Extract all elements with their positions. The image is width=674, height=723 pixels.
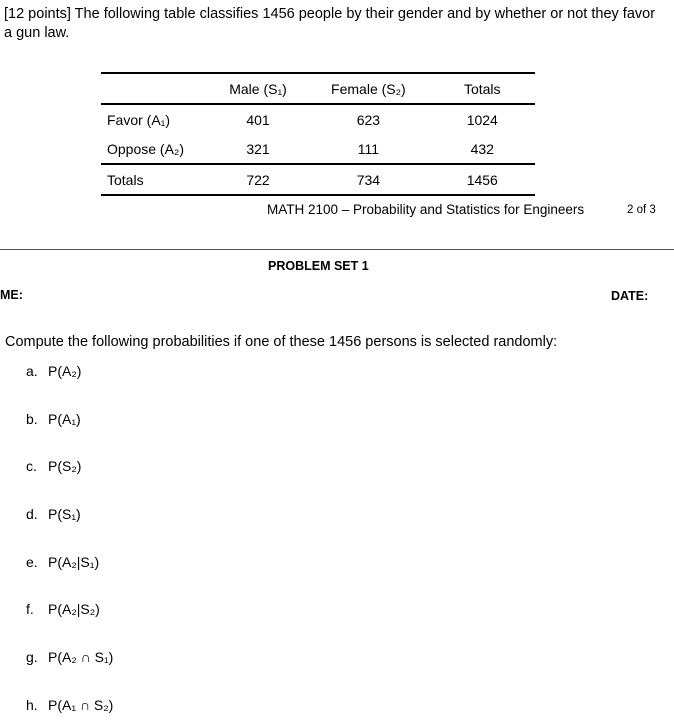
- list-item: [26, 697, 113, 713]
- table-header-cell: [101, 73, 209, 104]
- problem-set-title: PROBLEM SET 1: [268, 259, 369, 273]
- item-letter: c.: [26, 458, 37, 474]
- item-letter: f.: [26, 601, 34, 617]
- item-letter: b.: [26, 411, 38, 427]
- row-label: Oppose (A₂): [101, 134, 209, 164]
- list-item: [26, 458, 81, 474]
- table-row: [101, 164, 535, 195]
- item-letter: g.: [26, 649, 38, 665]
- item-expression: P(A₂|S₁): [48, 554, 100, 570]
- gun-law-table: [101, 72, 535, 196]
- item-expression: P(A₁ ∩ S₂): [48, 697, 114, 713]
- table-row: [101, 134, 535, 164]
- table-cell: 734: [307, 164, 429, 195]
- list-item: [26, 554, 99, 570]
- item-expression: P(A₂): [48, 363, 82, 379]
- list-item: [26, 506, 81, 522]
- item-expression: P(A₂ ∩ S₁): [48, 649, 114, 665]
- item-expression: P(A₁): [48, 411, 81, 427]
- row-label: Totals: [101, 164, 209, 195]
- table-cell: 432: [430, 134, 535, 164]
- date-label: DATE:: [611, 289, 649, 303]
- table-cell: 623: [356, 111, 381, 128]
- table-cell: 321: [209, 134, 307, 164]
- table-header-cell: Male (S₁): [209, 73, 307, 104]
- table-cell: 401: [246, 111, 270, 128]
- item-letter: e.: [26, 554, 38, 570]
- table-header-cell: Totals: [430, 73, 535, 104]
- instruction-text: Compute the following probabilities if one of these 1456 persons is selected randomly:: [5, 334, 558, 350]
- table-header-row: [101, 73, 535, 104]
- row-label: Favor (A₁): [107, 111, 171, 128]
- list-item: [26, 649, 113, 665]
- list-item: [26, 411, 81, 427]
- name-label: ME:: [0, 288, 23, 302]
- table-cell: 722: [209, 164, 307, 195]
- table-cell: 1456: [430, 164, 535, 195]
- page-divider: [0, 249, 674, 250]
- course-title: MATH 2100 – Probability and Statistics for Engineers: [267, 202, 585, 217]
- item-expression: P(S₁): [48, 506, 81, 522]
- item-letter: a.: [26, 363, 38, 379]
- table-cell: 1024: [466, 111, 498, 128]
- page-number: 2 of 3: [627, 204, 656, 216]
- table-header-cell: Female (S₂): [307, 73, 429, 104]
- item-letter: d.: [26, 506, 38, 522]
- item-letter: h.: [26, 697, 38, 713]
- list-item: [26, 601, 100, 617]
- item-expression: P(S₂): [48, 458, 82, 474]
- problem-intro: [12 points] The following table classifies 1456 people by their gender and by whether or not they favor a gun law.: [4, 6, 656, 41]
- table-row: [101, 104, 535, 134]
- table-cell: 111: [307, 134, 429, 164]
- item-expression: P(A₂|S₂): [48, 601, 100, 617]
- list-item: [26, 363, 81, 379]
